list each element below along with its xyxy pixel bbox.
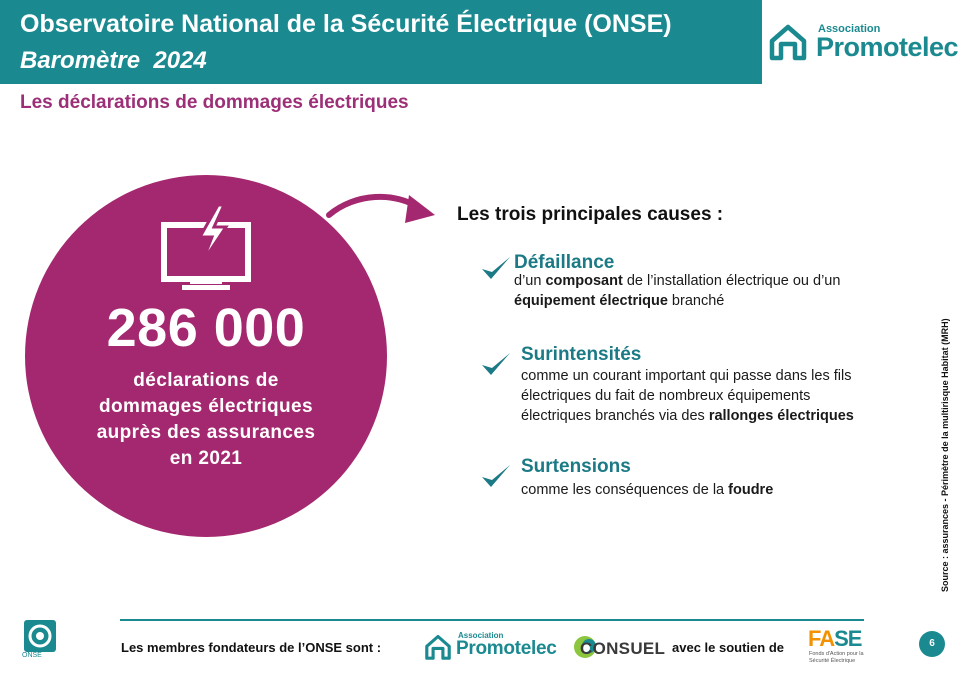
logo-association-text: Association [818, 23, 881, 35]
cause-name: Défaillance [514, 252, 615, 273]
cause-description: comme les conséquences de la foudre [521, 482, 774, 498]
causes-title: Les trois principales causes : [457, 204, 724, 225]
highlight-desc-line: auprès des assurances [96, 422, 316, 443]
logo-brand-text: Promotelec [816, 32, 959, 62]
cause-name: Surintensités [521, 344, 642, 365]
support-text: avec le soutien de [672, 640, 784, 655]
checkmark-icon [480, 254, 512, 282]
section-title: Les déclarations de dommages électriques [20, 92, 409, 113]
promotelec-footer-logo [424, 630, 564, 662]
footer-divider [120, 619, 864, 621]
founders-text: Les membres fondateurs de l’ONSE sont : [121, 640, 382, 655]
source-note [940, 300, 954, 595]
onse-logo [22, 620, 58, 662]
house-icon [424, 632, 452, 662]
highlight-description [65, 368, 347, 472]
cause-item-defaillance [480, 252, 920, 312]
logo-brand-text: Promotelec [456, 638, 557, 659]
page-number-badge: 6 [919, 631, 945, 657]
consuel-logo [572, 634, 667, 660]
highlight-desc-line: en 2021 [169, 448, 243, 469]
cause-name: Surtensions [521, 456, 631, 477]
curved-arrow-icon [325, 185, 440, 235]
cause-description: comme un courant important qui passe dans les fils électriques du fait de nombreux équipements électriques branchés via des rallonges électriques [521, 368, 854, 424]
page-title: Observatoire National de la Sécurité Électrique (ONSE) [20, 10, 672, 38]
tv-lightning-icon [160, 203, 252, 293]
fase-subtitle: Fonds d'Action pour la Sécurité Électrique [809, 651, 864, 664]
logo-association-text: Association [458, 631, 504, 640]
header-banner [0, 0, 762, 84]
consuel-brand-text: CONSUEL [580, 639, 666, 658]
house-icon [768, 22, 808, 62]
checkmark-icon [480, 350, 512, 378]
checkmark-icon [480, 462, 512, 490]
cause-item-surtensions [480, 456, 920, 502]
fase-logo [808, 626, 866, 672]
promotelec-logo [768, 18, 958, 64]
highlight-number: 286 000 [106, 298, 306, 358]
onse-logo-label: ONSE [22, 652, 42, 659]
highlight-desc-line: dommages électriques [99, 396, 313, 417]
highlight-desc-line: déclarations de [133, 370, 279, 391]
page-subtitle: Baromètre 2024 [20, 47, 207, 74]
cause-description: d’un composant de l’installation électrique ou d’un équipement électrique branché [514, 273, 841, 309]
cause-item-surintensites [480, 344, 920, 430]
onse-logo-icon [22, 620, 56, 652]
source-text: Source : assurances - Périmètre de la multirisque Habitat (MRH) [940, 318, 950, 592]
fase-brand-text: FASE [808, 626, 862, 651]
